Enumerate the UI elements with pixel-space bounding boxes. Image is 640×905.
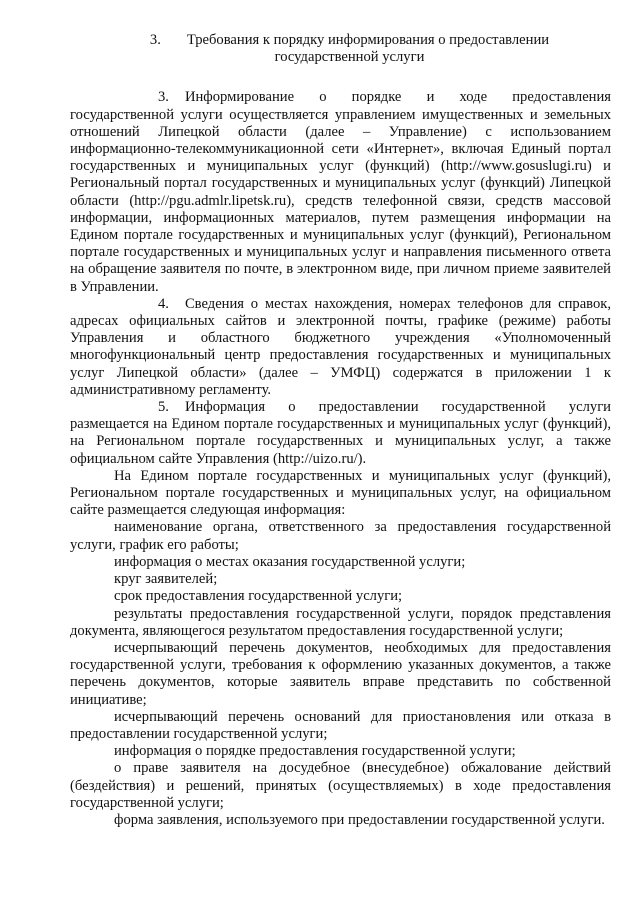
section-heading <box>70 32 611 66</box>
list-item: результаты предоставления государственной услуги, порядок представления документа, являющегося результатом предоставления государственной услуги; <box>70 605 611 639</box>
list-item: информация о местах оказания государственной услуги; <box>114 553 466 570</box>
list-item: информация о порядке предоставления государственной услуги; <box>114 743 516 760</box>
paragraph-text: Информирование о порядке и ходе предоставления государственной услуги осуществляется управлением имущественных и земельных отношений Липецкой области (далее – Управление) с использованием информационно-телекоммуникационной сети «Интернет», включая Единый портал государственных и муниципальных услуг (функций) (http://www.gosuslugi.ru) и Региональный портал государственных и муниципальных услуг (функций) Липецкой области (http://pgu.admlr.lipetsk.ru), средств телефонной связи, средств массовой информации, информационных материалов, путем размещения информации на Едином портале государственных и муниципальных услуг (функций), Региональном портале государственных и муниципальных услуг и направления письменного ответа на обращение заявителя по почте, в электронном виде, при личном приеме заявителей в Управлении. <box>70 89 611 295</box>
section-heading-line1 <box>88 32 611 49</box>
document-page <box>70 32 611 829</box>
paragraph-number: 3. <box>158 89 169 106</box>
paragraph-4 <box>70 296 611 399</box>
list-item: о праве заявителя на досудебное (внесудебное) обжалование действий (бездействия) и решений, принятых (осуществляемых) в ходе предоставления государственной услуги; <box>70 760 611 811</box>
section-title-line1: Требования к порядку информирования о предоставлении <box>186 32 550 48</box>
paragraph-number: 4. <box>158 295 169 312</box>
section-number: 3. <box>149 32 161 48</box>
paragraph-text: Информация о предоставлении государственной услуги размещается на Едином портале государственных и муниципальных услуг (функций), на Региональном портале государственных и муниципальных услуг, а также официальном сайте Управления (http://uizo.ru/). <box>70 399 611 467</box>
list-item: исчерпывающий перечень оснований для приостановления или отказа в предоставлении государственной услуги; <box>70 708 611 742</box>
list-item: исчерпывающий перечень документов, необходимых для предоставления государственной услуги, требования к оформлению указанных документов, а также перечень документов, которые заявитель вправе представить по собственной инициативе; <box>70 639 611 708</box>
list-item: наименование органа, ответственного за предоставления государственной услуги, график его работы; <box>70 519 611 553</box>
list-item: форма заявления, используемого при предоставлении государственной услуги. <box>114 811 605 828</box>
paragraph-number: 5. <box>158 399 169 416</box>
paragraph-5 <box>70 399 611 468</box>
list-item: круг заявителей; <box>114 571 218 588</box>
intro-paragraph: На Едином портале государственных и муниципальных услуг (функций), Региональном портале государственных и муниципальных услуг, на официальном сайте размещается следующая информация: <box>70 467 611 519</box>
list-item: срок предоставления государственной услуги; <box>114 588 403 605</box>
paragraph-3 <box>70 89 611 295</box>
section-title-line2: государственной услуги <box>274 49 425 66</box>
paragraph-text: Сведения о местах нахождения, номерах телефонов для справок, адресах официальных сайтов и электронной почты, графике (режиме) работы Управления и областного бюджетного учреждения «Уполномоченный многофункциональный центр предоставления государственных и муниципальных услуг Липецкой области» (далее – УМФЦ) содержатся в приложении 1 к административному регламенту. <box>70 295 611 398</box>
